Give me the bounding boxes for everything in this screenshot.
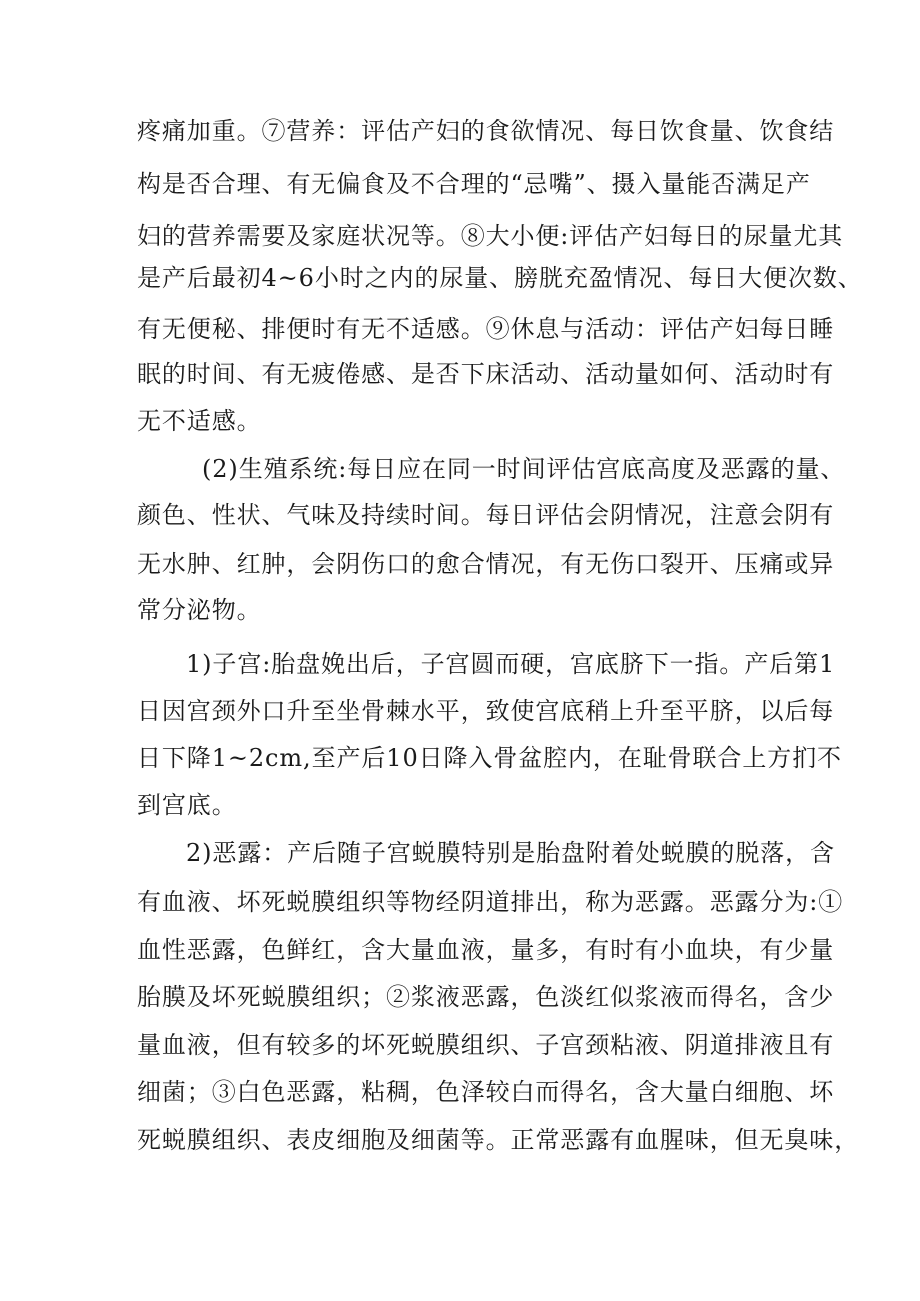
section-heading-reproductive-system: (2)生殖系统:每日应在同一时间评估宫底高度及恶露的量、 <box>202 455 846 483</box>
text-line: 常分泌物。 <box>137 596 262 624</box>
text-line: 量血液，但有较多的坏死蜕膜组织、子宫颈粘液、阴道排液且有 <box>137 1031 835 1059</box>
text-line: 疼痛加重。⑦营养：评估产妇的食欲情况、每日饮食量、饮食结 <box>137 117 835 145</box>
text-line: 颜色、性状、气味及持续时间。每日评估会阴情况，注意会阴有 <box>137 501 835 529</box>
text-line: 是产后最初4~6小时之内的尿量、膀胱充盈情况、每日大便次数、 <box>137 264 863 292</box>
subsection-lochia: 2)恶露：产后随子宫蜕膜特别是胎盘附着处蜕膜的脱落，含 <box>186 839 835 867</box>
text-line: 细菌；③白色恶露，粘稠，色泽较白而得名，含大量白细胞、坏 <box>137 1078 835 1106</box>
text-line: 日下降1~2cm,至产后10日降入骨盆腔内，在耻骨联合上方扪不 <box>137 744 842 772</box>
text-line: 有血液、坏死蜕膜组织等物经阴道排出，称为恶露。恶露分为:① <box>137 888 844 916</box>
subsection-uterus: 1)子宫:胎盘娩出后，子宫圆而硬，宫底脐下一指。产后第1 <box>186 650 836 678</box>
text-line: 无水肿、红肿，会阴伤口的愈合情况，有无伤口裂开、压痛或异 <box>137 550 835 578</box>
text-line: 有无便秘、排便时有无不适感。⑨休息与活动：评估产妇每日睡 <box>137 315 835 343</box>
text-line: 构是否合理、有无偏食及不合理的“忌嘴”、摄入量能否满足产 <box>137 170 811 198</box>
text-line: 到宫底。 <box>137 791 237 819</box>
text-line: 无不适感。 <box>137 407 262 435</box>
text-line: 死蜕膜组织、表皮细胞及细菌等。正常恶露有血腥味，但无臭味， <box>137 1126 860 1154</box>
text-line: 日因宫颈外口升至坐骨棘水平，致使宫底稍上升至平脐，以后每 <box>137 697 835 725</box>
text-line: 血性恶露，色鲜红，含大量血液，量多，有时有小血块，有少量 <box>137 936 835 964</box>
text-line: 胎膜及坏死蜕膜组织；②浆液恶露，色淡红似浆液而得名，含少 <box>137 983 835 1011</box>
text-line: 眠的时间、有无疲倦感、是否下床活动、活动量如何、活动时有 <box>137 360 835 388</box>
text-line: 妇的营养需要及家庭状况等。⑧大小便:评估产妇每日的尿量尤其 <box>137 222 844 250</box>
